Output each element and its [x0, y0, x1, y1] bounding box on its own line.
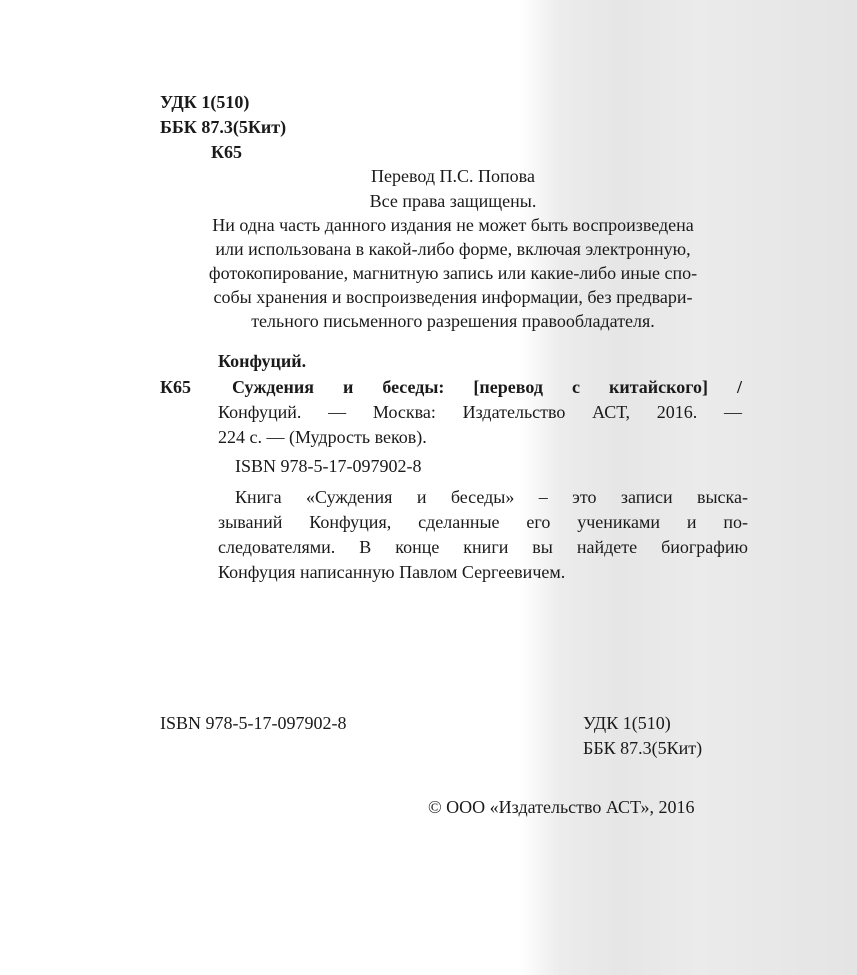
footer-isbn: ISBN 978-5-17-097902-8: [160, 713, 347, 733]
author-mark: К65: [211, 142, 243, 162]
footer-bbk: ББК 87.3(5Кит): [583, 738, 703, 758]
annotation-line: Конфуция написанную Павлом Сергеевичем.: [218, 562, 566, 582]
catalog-pages: 224 с. — (Мудрость веков).: [218, 427, 427, 447]
catalog-mark: К65: [160, 377, 192, 397]
catalog-title: Суждения и беседы: [перевод с китайского] /: [232, 377, 742, 397]
annotation-line: следователями. В конце книги вы найдете биографию: [218, 537, 748, 557]
bbk-code: ББК 87.3(5Кит): [160, 117, 287, 137]
annotation-line: Книга «Суждения и беседы» – это записи выска-: [235, 487, 748, 507]
udk-code: УДК 1(510): [160, 92, 250, 112]
rights-title: Все права защищены.: [369, 191, 537, 211]
rights-line: Ни одна часть данного издания не может быть воспроизведена: [212, 215, 694, 235]
rights-line: фотокопирование, магнитную запись или какие-либо иные спо-: [208, 263, 698, 283]
rights-line: собы хранения и воспроизведения информации, без предвари-: [213, 287, 693, 307]
catalog-publication: Конфуций. — Москва: Издательство АСТ, 2016. —: [218, 402, 742, 422]
footer-udk: УДК 1(510): [583, 713, 671, 733]
catalog-author: Конфуций.: [218, 351, 307, 371]
rights-line: или использована в какой-либо форме, включая электронную,: [215, 239, 691, 259]
copyright: © ООО «Издательство АСТ», 2016: [428, 797, 695, 817]
translator-credit: Перевод П.С. Попова: [371, 166, 535, 186]
catalog-isbn: ISBN 978-5-17-097902-8: [235, 456, 422, 476]
annotation-line: зываний Конфуция, сделанные его учениками и по-: [218, 512, 748, 532]
rights-line: тельного письменного разрешения правообладателя.: [251, 311, 655, 331]
